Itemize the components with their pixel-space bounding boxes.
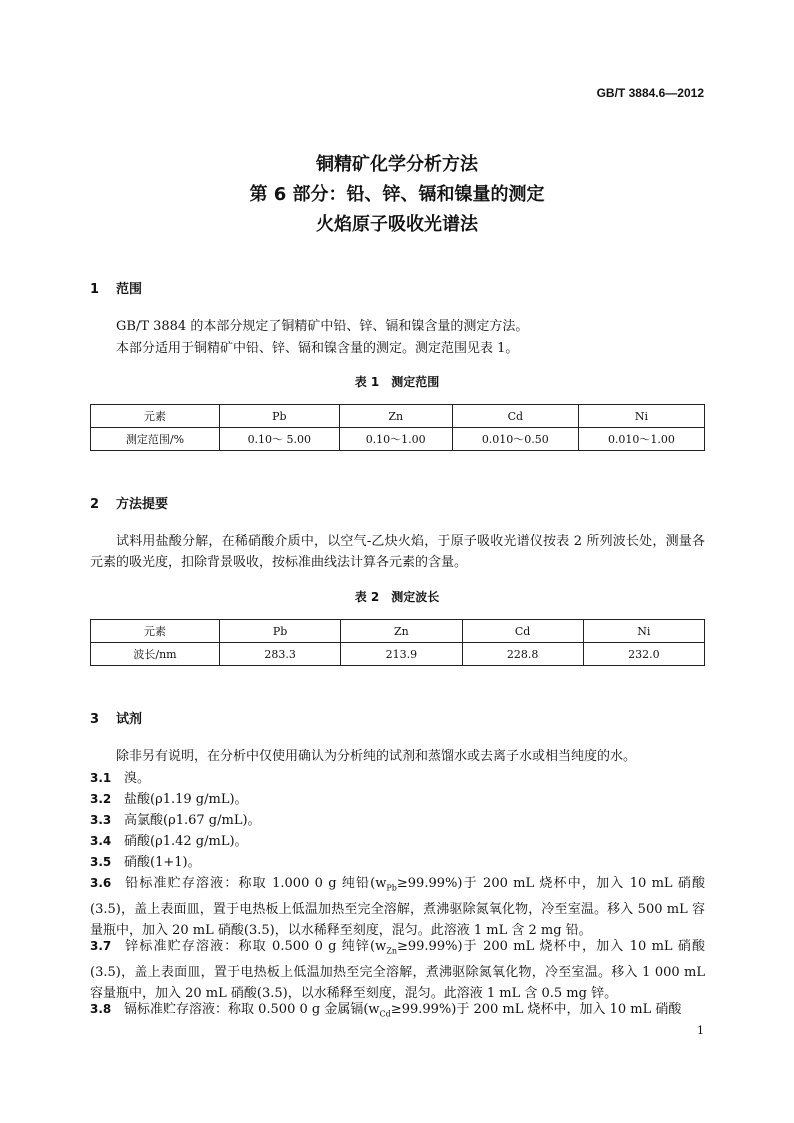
item-text: 盐酸(ρ1.19 g/mL)。 (124, 792, 248, 807)
item-text: ≥99.99%)于 200 mL 烧杯中，加入 10 mL 硝酸 (390, 1002, 682, 1017)
standard-number: GB/T 3884.6—2012 (596, 86, 704, 100)
table-cell: Cd (462, 620, 583, 643)
reagent-item (90, 999, 705, 1025)
table-cell: Pb (220, 405, 340, 428)
item-subscript: Pb (386, 883, 397, 893)
item-text: 高氯酸(ρ1.67 g/mL)。 (124, 813, 261, 828)
table-cell: 0.10～1.00 (339, 428, 452, 451)
item-text: ≥99.99%)于 200 mL 烧杯中，加入 10 mL 硝酸(3.5)，盖上表面皿，置于电热板上低温加热至完全溶解，煮沸驱除氮氧化物，冷至室温。移入 1 000 mL 容量瓶中，加入 20 mL 硝酸(3.5)，以水稀释至刻度，混匀。此溶液 1 mL 含 0.5 mg 锌。 (90, 939, 705, 1001)
section-1-paragraph-2: 本部分适用于铜精矿中铅、锌、镉和镍含量的测定。测定范围见表 1。 (116, 341, 519, 356)
section-title: 方法提要 (116, 497, 169, 512)
table-cell: 测定范围/% (91, 428, 220, 451)
table-cell: Zn (339, 405, 452, 428)
table-cell: 0.010～1.00 (578, 428, 704, 451)
section-number: 3 (90, 712, 100, 727)
item-subscript: Zn (386, 946, 397, 956)
item-number: 3.8 (90, 1002, 112, 1016)
table-row (91, 643, 705, 666)
title-line-2: 第 6 部分：铅、锌、镉和镍量的测定 (249, 184, 545, 205)
section-number: 2 (90, 497, 100, 512)
reagent-item (90, 873, 705, 941)
section-3-heading (90, 708, 142, 727)
section-title: 范围 (116, 282, 143, 297)
reagent-item (90, 810, 705, 831)
table-2 (90, 619, 705, 666)
table-row (91, 428, 705, 451)
section-number: 1 (90, 282, 100, 297)
section-3-intro: 除非另有说明，在分析中仅使用确认为分析纯的试剂和蒸馏水或去离子水或相当纯度的水。 (116, 749, 637, 764)
reagent-item (90, 789, 705, 810)
table-cell: 232.0 (583, 643, 704, 666)
item-subscript: Cd (379, 1009, 391, 1019)
title-line-3: 火焰原子吸收光谱法 (316, 214, 478, 235)
section-2-heading (90, 493, 168, 512)
item-text: ≥99.99%)于 200 mL 烧杯中，加入 10 mL 硝酸(3.5)，盖上表面皿，置于电热板上低温加热至完全溶解，煮沸驱除氮氧化物，冷至室温。移入 500 mL 容量瓶中，加入 20 mL 硝酸(3.5)，以水稀释至刻度，混匀。此溶液 1 mL 含 2 mg 铅。 (90, 876, 705, 938)
table-2-caption: 表 2 测定波长 (354, 590, 440, 604)
table-cell: Zn (341, 620, 462, 643)
section-2-paragraph: 试料用盐酸分解，在稀硝酸介质中，以空气-乙炔火焰，于原子吸收光谱仪按表 2 所列波长处，测量各元素的吸光度，扣除背景吸收，按标准曲线法计算各元素的含量。 (90, 534, 705, 570)
item-text: 溴。 (124, 771, 151, 786)
document-title (0, 150, 794, 240)
table-cell: Pb (220, 620, 341, 643)
table-cell: 波长/nm (91, 643, 220, 666)
item-number: 3.5 (90, 855, 112, 869)
item-text: 硝酸(1+1)。 (124, 855, 201, 870)
table-cell: 元素 (91, 405, 220, 428)
table-header-row (91, 620, 705, 643)
reagent-item (90, 936, 705, 1004)
table-1-caption: 表 1 测定范围 (354, 375, 440, 389)
table-cell: 0.010～0.50 (452, 428, 578, 451)
item-number: 3.6 (90, 876, 112, 890)
item-number: 3.1 (90, 771, 112, 785)
item-text: 硝酸(ρ1.42 g/mL)。 (124, 834, 248, 849)
table-cell: Cd (452, 405, 578, 428)
table-header-row (91, 405, 705, 428)
item-text: 铅标准贮存溶液：称取 1.000 0 g 纯铅(w (124, 876, 387, 891)
item-text: 锌标准贮存溶液：称取 0.500 0 g 纯锌(w (124, 939, 387, 954)
table-cell: 283.3 (220, 643, 341, 666)
table-cell: 元素 (91, 620, 220, 643)
reagent-item (90, 768, 705, 789)
item-number: 3.2 (90, 792, 112, 806)
section-title: 试剂 (116, 712, 143, 727)
item-number: 3.3 (90, 813, 112, 827)
table-cell: 0.10～ 5.00 (220, 428, 340, 451)
reagent-item (90, 852, 705, 873)
table-cell: 213.9 (341, 643, 462, 666)
table-cell: Ni (578, 405, 704, 428)
title-line-1: 铜精矿化学分析方法 (316, 154, 478, 175)
item-number: 3.7 (90, 939, 112, 953)
page-number: 1 (697, 1024, 704, 1037)
table-cell: Ni (583, 620, 704, 643)
section-1-paragraph-1: GB/T 3884 的本部分规定了铜精矿中铅、锌、镉和镍含量的测定方法。 (116, 319, 529, 334)
item-text: 镉标准贮存溶液：称取 0.500 0 g 金属镉(w (124, 1002, 380, 1017)
table-1 (90, 404, 705, 451)
section-1-heading (90, 278, 142, 297)
item-number: 3.4 (90, 834, 112, 848)
table-cell: 228.8 (462, 643, 583, 666)
reagent-item (90, 831, 705, 852)
